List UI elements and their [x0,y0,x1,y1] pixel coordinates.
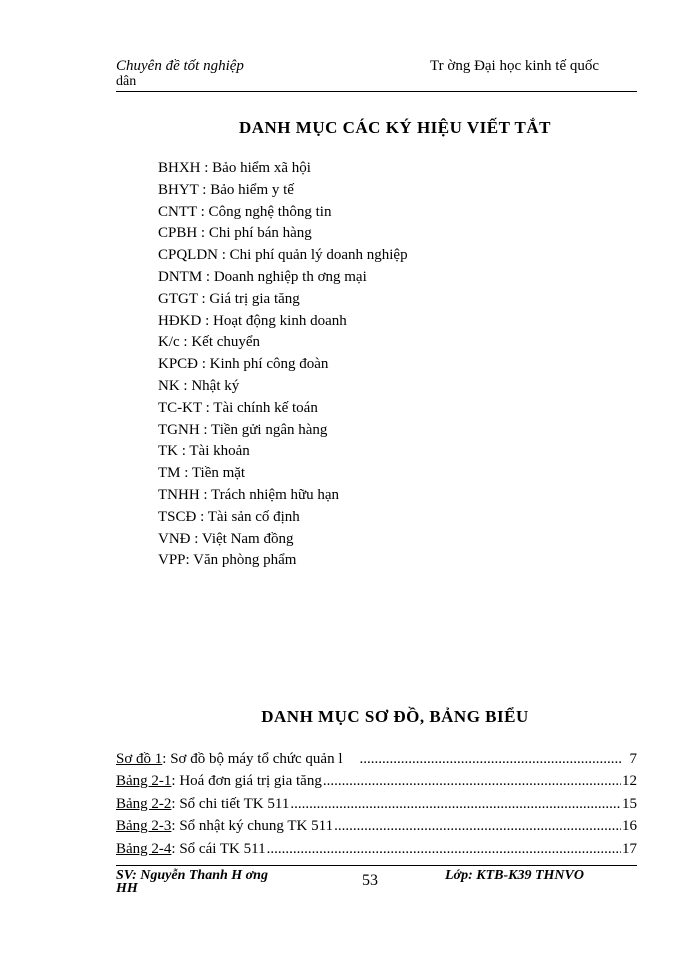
abbreviation-item: VPP: Văn phòng phẩm [158,552,297,569]
abbreviation-item: BHXH : Bảo hiểm xã hội [158,160,311,176]
toc-entry[interactable] [116,748,637,770]
header-rule [116,91,637,92]
toc-entry-title: : Sổ cái TK 511 [171,840,266,857]
header-university: Tr ờng Đại học kinh tế quốc [430,58,600,74]
abbreviation-item: TGNH : Tiền gửi ngân hàng [158,421,328,438]
header-university-continued: dân [116,74,137,89]
toc-entry[interactable] [116,838,637,860]
abbreviation-item: K/c : Kết chuyển [158,334,261,351]
toc-entry-title: : Sơ đồ bộ máy tổ chức quản l [162,751,343,767]
abbreviation-item: HĐKD : Hoạt động kinh doanh [158,312,347,329]
abbreviation-item: BHYT : Bảo hiểm y tế [158,181,294,198]
abbreviation-item: VNĐ : Việt Nam đồng [158,530,294,547]
page-number: 53 [362,872,378,889]
toc-entry[interactable] [116,815,637,837]
toc-entry-page: 7 [629,751,637,767]
abbreviation-item: CPBH : Chi phí bán hàng [158,225,312,242]
toc-entry-label: Bảng 2-4 [116,840,172,857]
toc-dot-leader [267,838,621,860]
toc-entry-label: Bảng 2-2 [116,795,172,812]
toc-entry-title: : Sổ chi tiết TK 511 [171,795,290,812]
toc-entry-label: Bảng 2-1 [116,773,172,790]
toc-dot-leader [360,748,623,770]
abbreviation-item: TNHH : Trách nhiệm hữu hạn [158,486,340,503]
abbreviation-item: TC-KT : Tài chính kế toán [158,399,318,416]
abbreviation-item: DNTM : Doanh nghiệp th ơng mại [158,268,367,285]
header-document-type: Chuyên đề tốt nghiệp [116,58,244,74]
abbreviation-item: TM : Tiền mặt [158,465,246,482]
abbreviations-title: DANH MỤC CÁC KÝ HIỆU VIẾT TẮT [238,118,552,137]
table-of-figures [116,748,637,860]
abbreviation-item: TK : Tài khoản [158,443,250,460]
toc-entry[interactable] [116,770,637,792]
abbreviation-item: NK : Nhật ký [158,377,240,394]
toc-entry[interactable] [116,793,637,815]
toc-entry-page: 15 [622,795,637,812]
abbreviation-item: CNTT : Công nghệ thông tin [158,203,332,220]
footer-class: Lớp: KTB-K39 THNVO [445,868,584,883]
abbreviation-item: CPQLDN : Chi phí quản lý doanh nghiệp [158,247,408,264]
toc-entry-page: 17 [622,840,637,857]
footer-student-name: SV: Nguyễn Thanh H ơng [116,868,268,883]
toc-dot-leader [290,793,621,815]
abbreviation-item: GTGT : Giá trị gia tăng [158,290,300,307]
abbreviation-item: KPCĐ : Kinh phí công đoàn [158,356,329,373]
toc-dot-leader [334,815,621,837]
abbreviation-item: TSCĐ : Tài sản cố định [158,508,300,525]
footer-rule [116,865,637,866]
toc-entry-page: 16 [622,818,637,835]
toc-entry-label: Sơ đồ 1 [116,751,163,767]
toc-title: DANH MỤC SƠ ĐỒ, BẢNG BIỂU [261,707,529,726]
footer-student-name-continued: HH [116,881,138,896]
toc-dot-leader [323,770,621,792]
toc-entry-page: 12 [622,773,637,790]
abbreviations-list [158,158,408,572]
toc-entry-label: Bảng 2-3 [116,818,172,835]
toc-entry-title: : Hoá đơn giá trị gia tăng [171,773,322,790]
toc-entry-title: : Sổ nhật ký chung TK 511 [171,818,334,835]
